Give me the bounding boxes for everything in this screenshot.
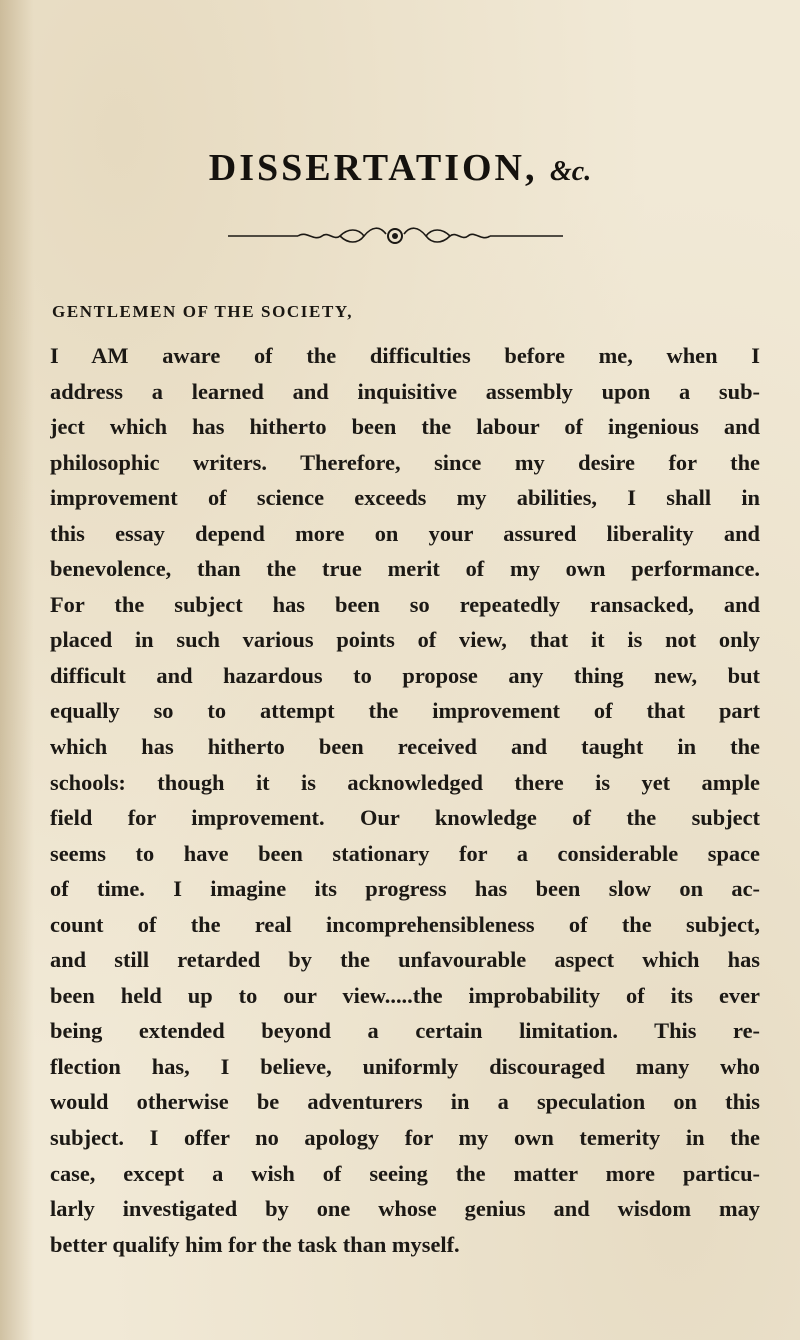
text-line: which has hitherto been received and taught in the [50,734,760,760]
text-line: flection has, I believe, uniformly discouraged many who [50,1053,760,1079]
text-line: equally so to attempt the improvement of that part [50,698,760,724]
text-line: been held up to our view.....the improbability of its ever [50,982,760,1008]
salutation: GENTLEMEN OF THE SOCIETY, [52,302,354,321]
text-line: would otherwise be adventurers in a speculation on this [50,1089,760,1115]
text-line: of time. I imagine its progress has been slow on ac- [50,876,760,902]
page-title [0,146,800,190]
decorative-rule-icon [228,226,563,246]
text-line: difficult and hazardous to propose any thing new, but [50,662,760,688]
text-line: count of the real incomprehensibleness of the subject, [50,911,760,937]
body-paragraph [50,338,760,1262]
text-line: placed in such various points of view, that it is not only [50,627,760,653]
text-line: case, except a wish of seeing the matter more particu- [50,1160,760,1186]
text-line: benevolence, than the true merit of my own performance. [50,556,760,582]
page-edge-shadow [0,0,34,1340]
text-line: field for improvement. Our knowledge of the subject [50,805,760,831]
text-line: and still retarded by the unfavourable aspect which has [50,947,760,973]
text-line: this essay depend more on your assured liberality and [50,520,760,546]
text-line: larly investigated by one whose genius and wisdom may [50,1196,760,1222]
text-line: being extended beyond a certain limitation. This re- [50,1018,760,1044]
text-line: I AM aware of the difficulties before me, when I [50,343,760,368]
text-line: philosophic writers. Therefore, since my desire for the [50,449,760,475]
text-line: seems to have been stationary for a considerable space [50,840,760,866]
text-line: improvement of science exceeds my abilities, I shall in [50,485,760,511]
text-line: subject. I offer no apology for my own temerity in the [50,1125,760,1151]
text-line: address a learned and inquisitive assembly upon a sub- [50,378,760,404]
text-line: For the subject has been so repeatedly ransacked, and [50,591,760,617]
title-main: DISSERTATION, [208,147,538,189]
text-line: ject which has hitherto been the labour of ingenious and [50,414,760,440]
text-line: better qualify him for the task than myself. [50,1231,460,1257]
text-line: schools: though it is acknowledged there is yet ample [50,769,760,795]
title-suffix: &c. [550,156,592,187]
